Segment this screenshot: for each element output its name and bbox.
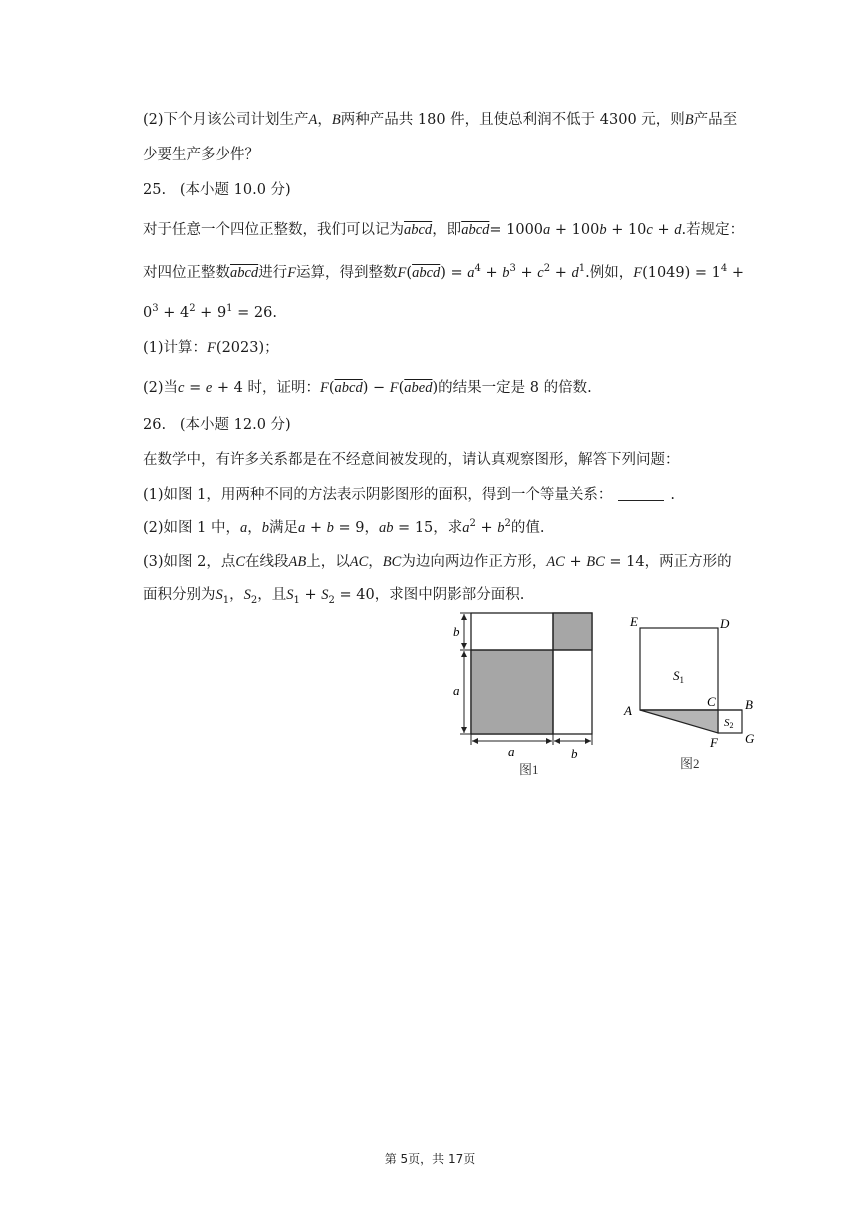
q25-part2: (2)当c = e + 4 时，证明：F(abcd) − F(abed)的结果一定是 8 的倍数. xyxy=(143,380,592,396)
q24-part2-line2: 少要生产多少件？ xyxy=(143,147,259,163)
q25-heading: 25. (本小题 10.0 分) xyxy=(143,182,291,198)
fig1-label-b-bottom: b xyxy=(571,746,578,761)
fig2-label-C: C xyxy=(707,694,716,709)
fig2-shaded-triangle xyxy=(640,710,718,733)
fig2-caption: 图2 xyxy=(680,756,700,771)
fig1-label-a-side: a xyxy=(453,683,460,698)
fig2-label-D: D xyxy=(720,616,730,631)
q26-part2: (2)如图 1 中，a，b满足a + b = 9，ab = 15，求$a^2 + b^2$的值. xyxy=(143,518,545,536)
q25-line2: 对四位正整数abcd进行F运算，得到整数F(abcd) = $a^4 + b^3 + c^2 + d^1$.例如，$F(1049) = 1^4$ + xyxy=(143,263,745,281)
fig2-label-E: E xyxy=(630,614,638,629)
fig1-caption: 图1 xyxy=(519,762,539,777)
fig1-label-a-bottom: a xyxy=(508,744,515,759)
q25-part1: (1)计算：F(2023)； xyxy=(143,340,279,356)
q26-heading: 26. (本小题 12.0 分) xyxy=(143,417,291,433)
fig2-label-G: G xyxy=(745,731,755,746)
q26-intro: 在数学中，有许多关系都是在不经意间被发现的，请认真观察图形，解答下列问题： xyxy=(143,452,680,468)
q26-part1: (1)如图 1，用两种不同的方法表示阴影图形的面积，得到一个等量关系： . xyxy=(143,487,675,503)
fig1-shaded-square-a xyxy=(471,650,553,734)
q26-part4: 面积分别为$S_1$，$S_2$，且$S_1 + S_2 = 40$，求图中阴影部分面积. xyxy=(143,587,525,606)
q25-line3: $0^3 + 4^2 + 9^1 = 26$. xyxy=(143,303,277,321)
fig2-label-A: A xyxy=(624,703,632,718)
q24-part2-line1: (2)下个月该公司计划生产A，B两种产品共 180 件，且使总利润不低于 4300 元，则B产品至 xyxy=(143,112,738,128)
fig2-label-F: F xyxy=(710,735,718,750)
fig2-label-B: B xyxy=(745,697,753,712)
q26-part3: (3)如图 2，点C在线段AB上，以AC，BC为边向两边作正方形，AC + BC = 14，两正方形的 xyxy=(143,554,732,570)
fig1-shaded-square-b xyxy=(553,613,592,650)
q25-line1: 对于任意一个四位正整数，我们可以记为abcd，即abcd= 1000a + 100b + 10c + d.若规定： xyxy=(143,222,745,238)
answer-blank xyxy=(618,486,664,501)
fig2-label-S1: $S_1$ xyxy=(673,668,684,685)
page-footer: 第 5页，共 17页 xyxy=(384,1152,476,1166)
fig1-label-b-side: b xyxy=(453,624,460,639)
figure-1 xyxy=(445,608,605,780)
figure-2 xyxy=(618,608,763,773)
fig2-label-S2: S2 xyxy=(724,717,734,730)
